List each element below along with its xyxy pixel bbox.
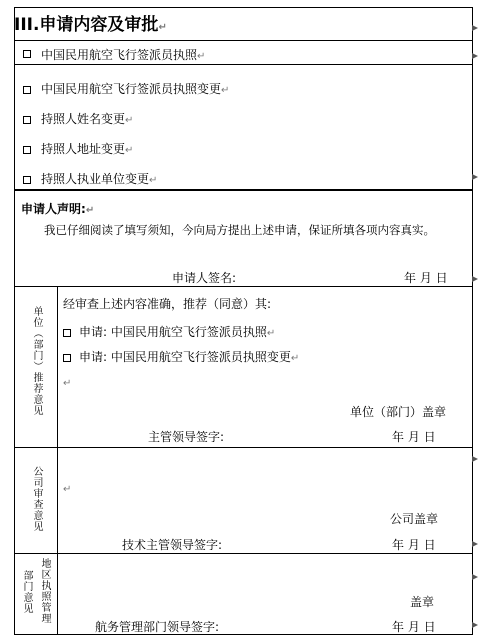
unit-item-label: 申请: 中国民用航空飞行签派员执照变更↵	[79, 350, 300, 364]
company-stamp-label: 公司盖章	[390, 512, 439, 526]
option-label: 持照人姓名变更↵	[41, 112, 134, 126]
region-side-label-left: 部门意见	[21, 570, 32, 614]
options-divider	[14, 189, 473, 191]
option-label: 中国民用航空飞行签派员执照变更↵	[41, 82, 230, 96]
row-end-marker-icon	[471, 173, 479, 181]
row-end-marker-icon	[471, 540, 479, 548]
company-divider	[14, 553, 473, 554]
unit-side-label: 单位（部门）推荐意见	[31, 306, 42, 416]
unit-item-checkbox[interactable]	[63, 329, 71, 337]
region-date: 年 月 日	[392, 620, 436, 634]
option-checkbox[interactable]	[23, 116, 31, 124]
row-end-marker-icon	[471, 24, 479, 32]
unit-item-checkbox[interactable]	[63, 354, 71, 362]
row-end-marker-icon	[471, 455, 479, 463]
table-top-border	[14, 7, 473, 8]
option-label: 中国民用航空飞行签派员执照↵	[41, 48, 206, 62]
company-label-column-divider	[57, 447, 58, 553]
unit-statement: 经审查上述内容准确，推荐（同意）其:	[63, 297, 272, 311]
unit-date: 年 月 日	[392, 430, 436, 444]
paragraph-mark: ↵	[63, 484, 72, 495]
option-label: 持照人地址变更↵	[41, 142, 134, 156]
applicant-date: 年 月 日	[404, 271, 448, 285]
declaration-divider	[14, 286, 473, 287]
section-title: III.申请内容及审批↵	[14, 15, 167, 35]
row-end-marker-icon	[471, 52, 479, 60]
declaration-text: 我已仔细阅读了填写须知，今向局方提出上述申请，保证所填各项内容真实。	[44, 223, 435, 237]
company-date: 年 月 日	[392, 538, 436, 552]
unit-signature-label: 主管领导签字:	[148, 430, 225, 444]
option-label: 持照人执业单位变更↵	[41, 172, 158, 186]
unit-item-label: 申请: 中国民用航空飞行签派员执照↵	[79, 325, 276, 339]
row-end-marker-icon	[471, 573, 479, 581]
title-divider	[14, 40, 473, 41]
row-end-marker-icon	[471, 621, 479, 629]
option-checkbox[interactable]	[23, 50, 31, 58]
unit-label-column-divider	[57, 286, 58, 447]
unit-divider	[14, 447, 473, 448]
option-checkbox[interactable]	[23, 86, 31, 94]
row-end-marker-icon	[471, 275, 479, 283]
region-side-label-right: 地区执照管理	[39, 558, 50, 624]
company-signature-label: 技术主管领导签字:	[122, 538, 223, 552]
option-checkbox[interactable]	[23, 176, 31, 184]
region-stamp-label: 盖章	[410, 595, 435, 609]
region-signature-label: 航务管理部门领导签字:	[95, 620, 220, 634]
option-checkbox[interactable]	[23, 146, 31, 154]
unit-stamp-label: 单位（部门）盖章	[350, 405, 447, 419]
paragraph-mark: ↵	[63, 378, 72, 389]
option-divider	[14, 64, 473, 65]
declaration-label: 申请人声明:↵	[21, 202, 95, 216]
company-side-label: 公司审查意见	[31, 466, 42, 532]
region-label-column-divider	[57, 553, 58, 634]
applicant-signature-label: 申请人签名:	[172, 271, 237, 285]
table-left-border	[14, 7, 15, 635]
